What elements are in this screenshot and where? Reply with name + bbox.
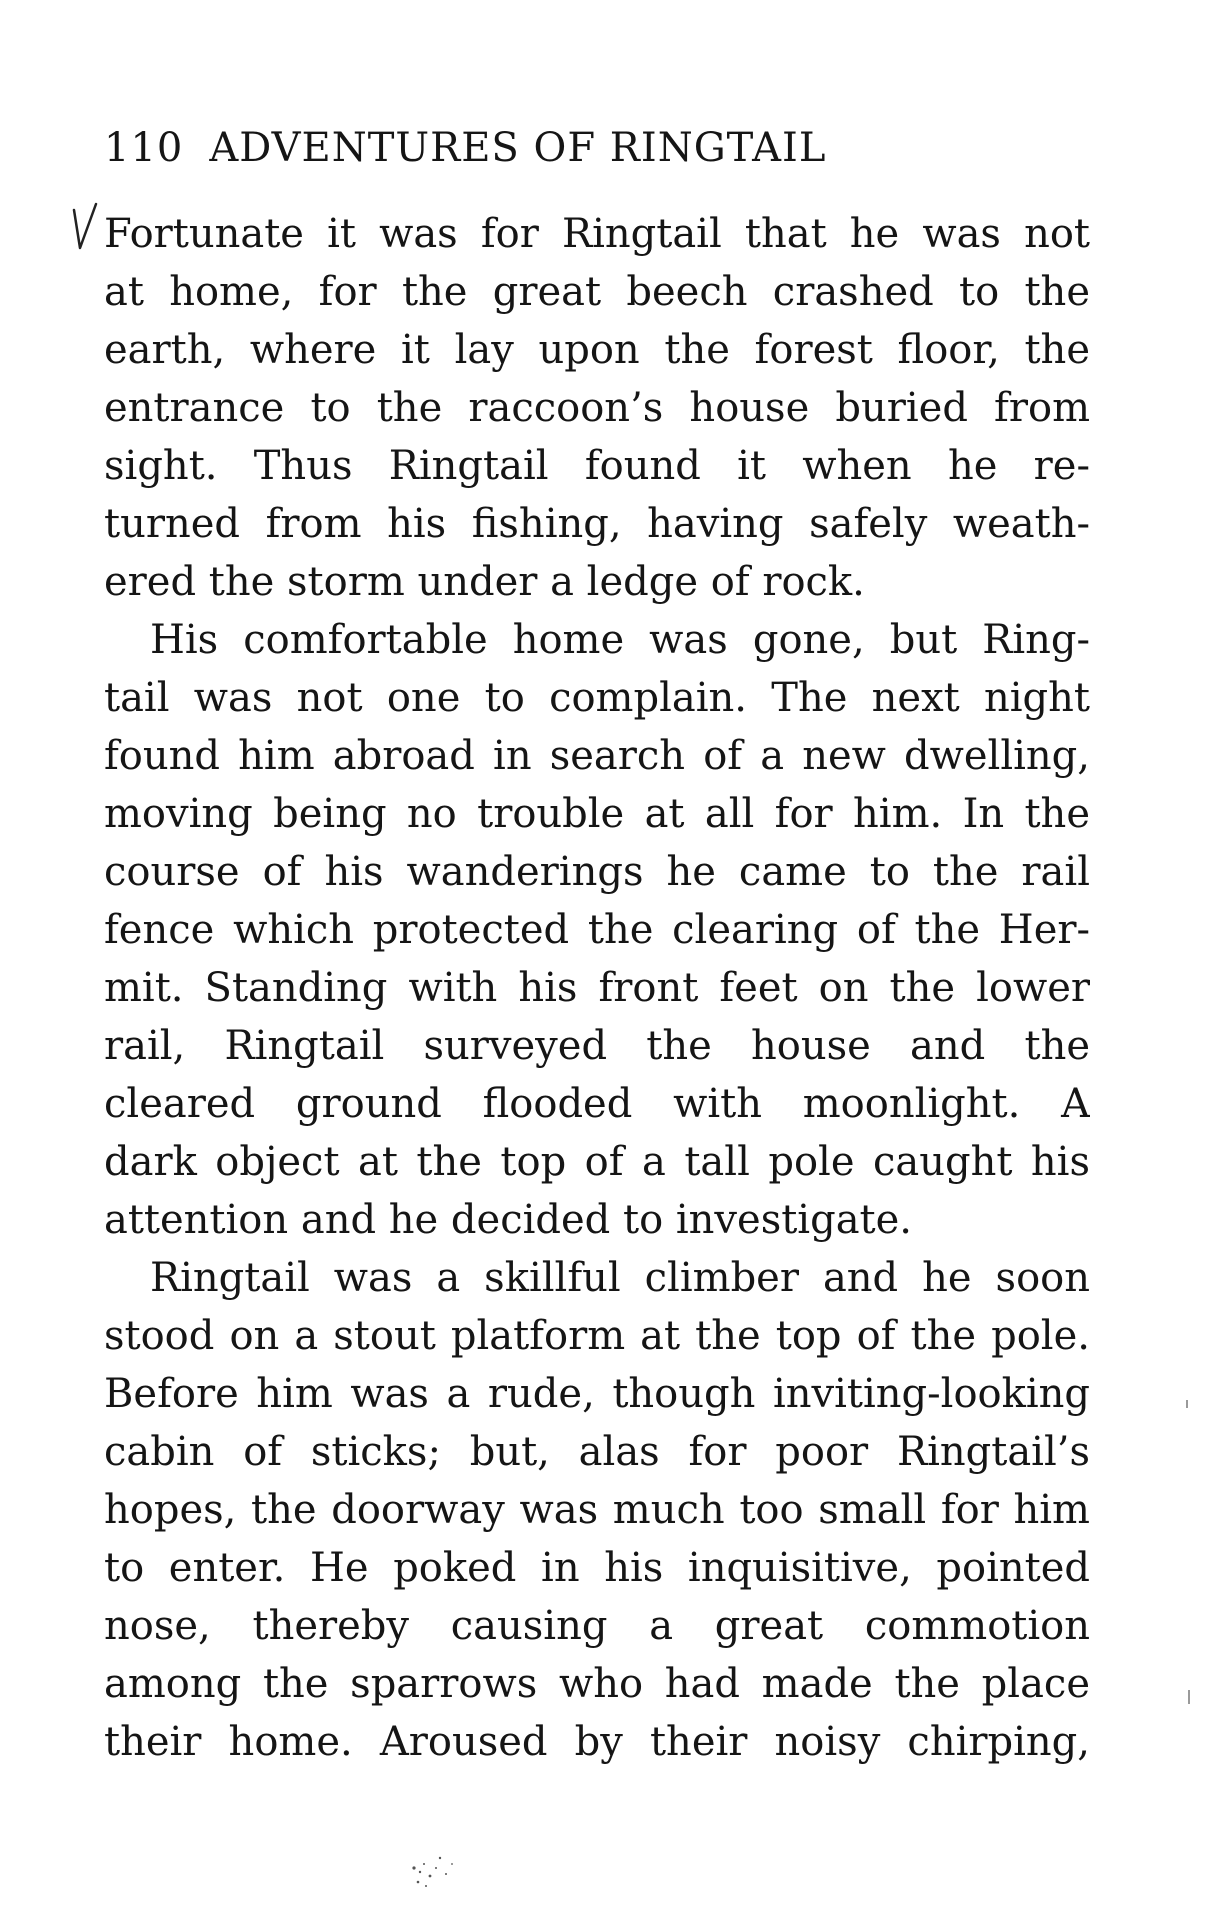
scan-edge-mark: [1186, 1400, 1188, 1408]
text-line: entrance to the raccoon’s house buried from: [104, 385, 1090, 431]
scan-edge-mark: [1188, 1690, 1190, 1704]
scan-specks: [396, 1838, 476, 1898]
text-line: at home, for the great beech crashed to the: [104, 269, 1090, 315]
text-line: cabin of sticks; but, alas for poor Ringtail’s: [104, 1429, 1090, 1475]
text-line: nose, thereby causing a great commotion: [104, 1603, 1090, 1649]
text-line: fence which protected the clearing of the Her-: [104, 907, 1090, 953]
text-line: to enter. He poked in his inquisitive, pointed: [104, 1545, 1090, 1591]
handwritten-check-mark: [70, 202, 100, 262]
text-line: their home. Aroused by their noisy chirping,: [104, 1719, 1090, 1765]
text-line: dark object at the top of a tall pole caught his: [104, 1139, 1090, 1185]
text-line: among the sparrows who had made the place: [104, 1661, 1090, 1707]
text-line: stood on a stout platform at the top of the pole.: [104, 1313, 1090, 1359]
running-title: ADVENTURES OF RINGTAIL: [209, 125, 827, 171]
text-line: Fortunate it was for Ringtail that he was not: [104, 211, 1090, 257]
text-line: found him abroad in search of a new dwelling,: [104, 733, 1090, 779]
text-line: Before him was a rude, though inviting-looking: [104, 1371, 1090, 1417]
text-line: mit. Standing with his front feet on the lower: [104, 965, 1090, 1011]
text-line: hopes, the doorway was much too small for him: [104, 1487, 1090, 1533]
body-text: [104, 205, 1090, 1771]
page-number: 110: [104, 125, 184, 171]
text-line: tail was not one to complain. The next night: [104, 675, 1090, 721]
text-line: earth, where it lay upon the forest floor, the: [104, 327, 1090, 373]
text-line: moving being no trouble at all for him. In the: [104, 791, 1090, 837]
text-line: sight. Thus Ringtail found it when he re-: [104, 443, 1090, 489]
text-line: Ringtail was a skillful climber and he soon: [150, 1255, 1090, 1301]
text-line: cleared ground flooded with moonlight. A: [104, 1081, 1090, 1127]
text-line: ered the storm under a ledge of rock.: [104, 559, 865, 605]
text-line: turned from his fishing, having safely weath-: [104, 501, 1090, 547]
running-head: [104, 118, 1090, 178]
text-line: rail, Ringtail surveyed the house and the: [104, 1023, 1090, 1069]
text-line: course of his wanderings he came to the rail: [104, 849, 1090, 895]
text-line: attention and he decided to investigate.: [104, 1197, 913, 1243]
text-line: His comfortable home was gone, but Ring-: [150, 617, 1090, 663]
